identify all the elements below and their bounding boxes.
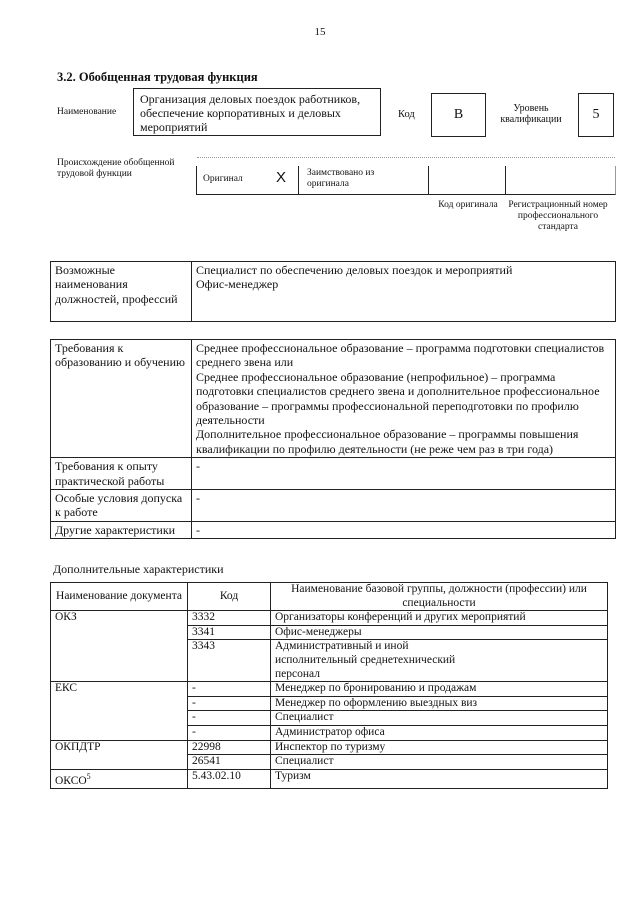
name-cell: Менеджер по оформлению выездных виз xyxy=(271,696,608,711)
code-cell: - xyxy=(188,725,271,740)
requirement-row xyxy=(51,490,616,522)
original-mark: X xyxy=(276,169,287,186)
level-label: Уровень квалификации xyxy=(500,103,562,125)
reg-number-label: Регистрационный номер профессионального стандарта xyxy=(508,200,608,232)
positions-label: Возможные наименования должностей, профессий xyxy=(51,262,192,322)
name-cell: Административный и иной исполнительный среднетехнический персонал xyxy=(271,640,608,682)
level-value: 5 xyxy=(592,107,600,122)
additional-header-row xyxy=(51,583,608,611)
page-number: 15 xyxy=(314,26,326,38)
doc-cell: ЕКС xyxy=(51,682,188,740)
requirements-table xyxy=(50,339,616,539)
requirement-label: Требования к опыту практической работы xyxy=(51,458,192,490)
name-cell: Специалист xyxy=(271,711,608,726)
requirement-row xyxy=(51,458,616,490)
requirement-row xyxy=(51,521,616,538)
code-cell: 3341 xyxy=(188,625,271,640)
requirement-value: - xyxy=(192,521,616,538)
doc-cell: ОКСО$^5$ xyxy=(51,769,188,788)
positions-table xyxy=(50,261,616,322)
name-label: Наименование xyxy=(57,107,117,117)
table-row xyxy=(51,682,608,697)
function-name-value: Организация деловых поездок работников, обеспечение корпоративных и деловых мероприятий xyxy=(140,92,361,134)
position-item: Специалист по обеспечению деловых поездок и мероприятий xyxy=(196,263,513,277)
requirement-value: - xyxy=(192,458,616,490)
borrowed-label: Заимствовано из оригинала xyxy=(307,168,375,189)
position-item: Офис-менеджер xyxy=(196,277,279,292)
code-cell: - xyxy=(188,711,271,726)
level-value-box xyxy=(578,93,614,137)
table-row xyxy=(51,769,608,788)
code-cell: - xyxy=(188,682,271,697)
requirement-value: Среднее профессиональное образование – программа подготовки специалистов среднего звена или Среднее профессиональное образование (непрофильное) – программа подготовки специалистов среднего звена и дополнительное профессиональное образование – программы профессиональной переподготовки по профилю деятельности Дополнительное профессиональное образование – программы повышения квалификации по профилю деятельности (не реже чем раз в три года) xyxy=(192,340,616,458)
doc-cell: ОКПДТР xyxy=(51,740,188,769)
positions-values xyxy=(192,262,616,322)
name-cell: Офис-менеджеры xyxy=(271,625,608,640)
table-row xyxy=(51,740,608,755)
code-cell: 3332 xyxy=(188,611,271,626)
name-cell: Организаторы конференций и других мероприятий xyxy=(271,611,608,626)
code-cell: 26541 xyxy=(188,755,271,770)
name-cell: Менеджер по бронированию и продажам xyxy=(271,682,608,697)
original-label: Оригинал xyxy=(203,174,243,184)
code-value: В xyxy=(453,107,464,122)
header-doc: Наименование документа xyxy=(51,583,188,611)
section-title: 3.2. Обобщенная трудовая функция xyxy=(57,70,258,84)
code-cell: 5.43.02.10 xyxy=(188,769,271,788)
additional-table xyxy=(50,582,608,789)
code-cell: - xyxy=(188,696,271,711)
code-cell: 3343 xyxy=(188,640,271,682)
reg-number-cell xyxy=(504,166,616,195)
footnote-marker: 5 xyxy=(86,771,91,781)
requirement-row xyxy=(51,340,616,458)
original-code-label: Код оригинала xyxy=(438,200,498,210)
header-code: Код xyxy=(188,583,271,611)
original-code-cell xyxy=(428,166,506,195)
name-cell: Специалист xyxy=(271,755,608,770)
requirement-label: Особые условия допуска к работе xyxy=(51,490,192,522)
code-cell: 22998 xyxy=(188,740,271,755)
code-value-box xyxy=(431,93,486,137)
additional-title: Дополнительные характеристики xyxy=(53,562,224,576)
origin-top-border xyxy=(197,157,615,158)
code-label: Код xyxy=(398,109,415,120)
doc-cell: ОКЗ xyxy=(51,611,188,682)
origin-label: Происхождение обобщенной трудовой функции xyxy=(57,158,175,179)
table-row xyxy=(51,611,608,626)
requirement-value: - xyxy=(192,490,616,522)
positions-row xyxy=(51,262,616,322)
name-cell: Инспектор по туризму xyxy=(271,740,608,755)
header-name: Наименование базовой группы, должности (профессии) или специальности xyxy=(271,583,608,611)
name-cell: Администратор офиса xyxy=(271,725,608,740)
requirement-label: Другие характеристики xyxy=(51,521,192,538)
function-name-box xyxy=(133,88,381,136)
requirement-label: Требования к образованию и обучению xyxy=(51,340,192,458)
name-cell: Туризм xyxy=(271,769,608,788)
